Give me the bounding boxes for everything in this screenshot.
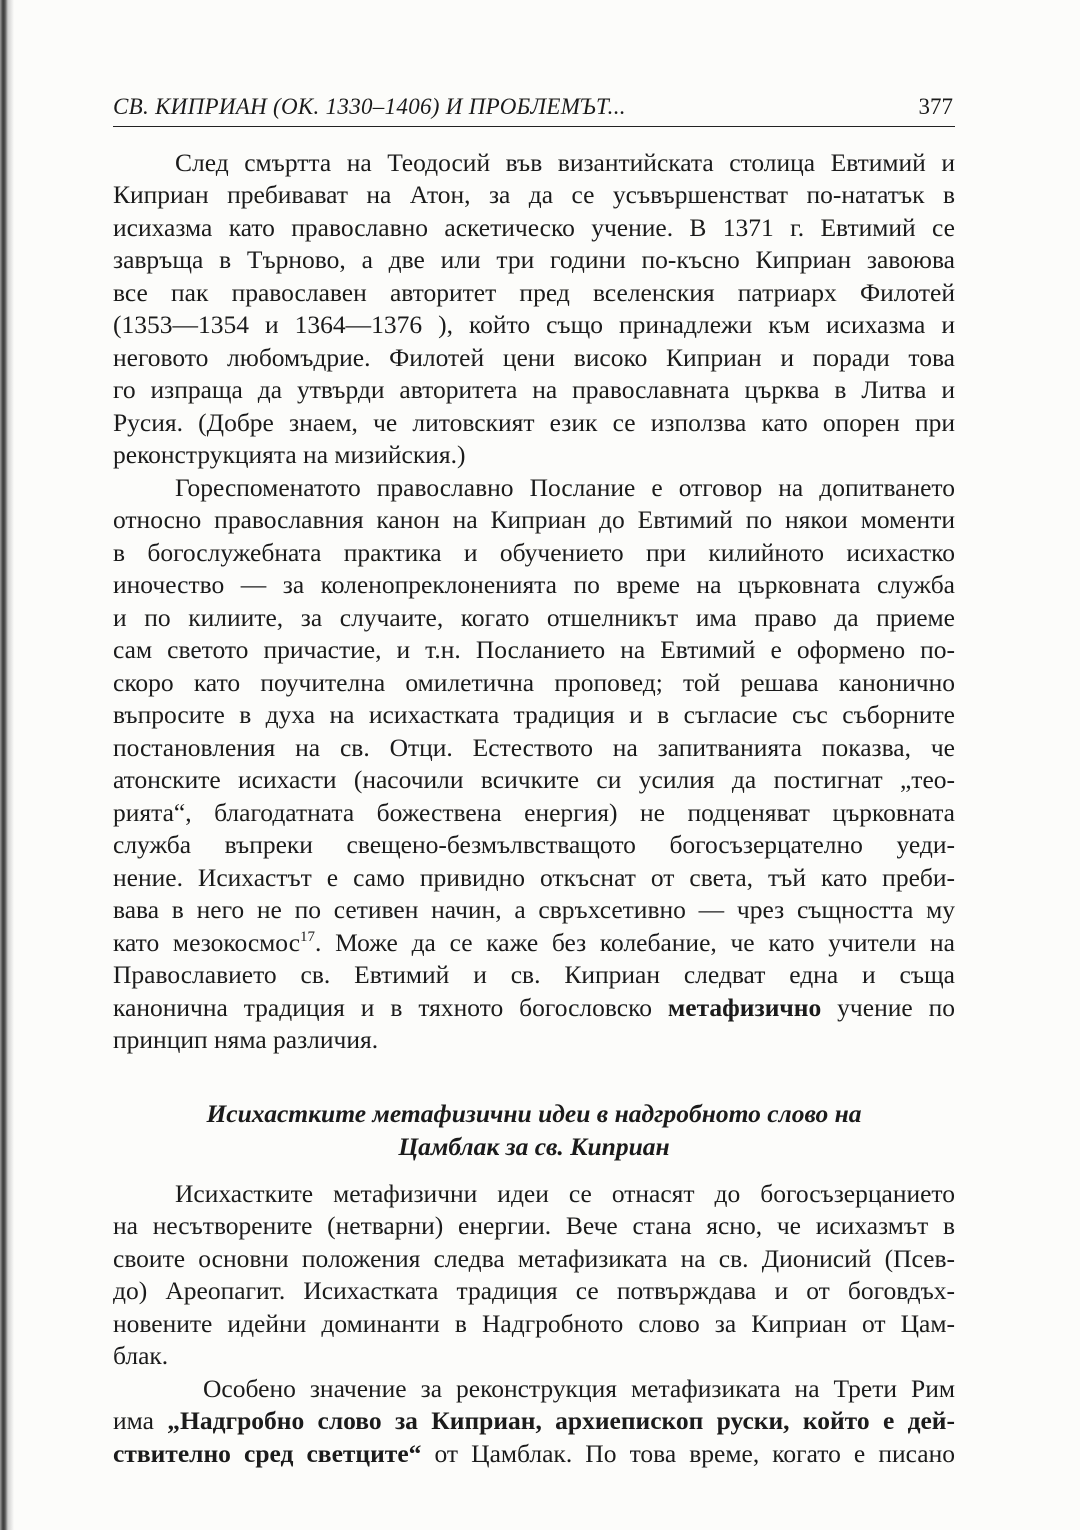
text-line: завръща в Търново, а две или три години по-късно Киприан завоюва <box>113 245 955 274</box>
text-line: принцип няма различия. <box>113 1025 379 1054</box>
text-line: служба въпреки свещено-безмълвстващото богосъзерцателно уеди- <box>113 830 955 859</box>
text-line: до) Ареопагит. Исихастката традиция се потвърждава и от боговдъх- <box>113 1276 955 1305</box>
running-title: СВ. КИПРИАН (ОК. 1330–1406) И ПРОБЛЕМЪТ... <box>113 94 626 119</box>
paragraph <box>113 1373 955 1471</box>
text-line: Киприан пребивават на Атон, за да се усъвършенстват по-нататък в <box>113 180 955 209</box>
text-line: скоро като поучителна омилетична проповед; той решава канонично <box>113 667 955 697</box>
text-line: новените идейни доминанти в Надгробното слово за Киприан от Цам- <box>113 1308 955 1338</box>
text-line: в богослужебната практика и обучението при килийното исихастко <box>113 537 955 567</box>
text-line: След смъртта на Теодосий във византийската столица Евтимий и <box>175 147 955 177</box>
text-line <box>113 1405 955 1438</box>
text-line: Православието св. Евтимий и св. Киприан следват една и съща <box>113 960 955 989</box>
text-line: относно православния канон на Киприан до Евтимий по някои моменти <box>113 505 955 534</box>
text-line <box>113 927 955 960</box>
section-heading-line: Исихастките метафизични идеи в надгробното слово на <box>206 1098 862 1128</box>
text-line: Особено значение за реконструкция метафизиката на Трети Рим <box>203 1373 955 1403</box>
text-segment: канонична традиция и в тяхното богословско <box>113 992 668 1022</box>
text-line: на несътворените (нетварни) енергии. Вече стана ясно, че исихазмът в <box>113 1211 955 1240</box>
text-line: атонските исихасти (насочили всичките си усилия да постигнат „тео- <box>113 765 955 794</box>
text-line: нение. Исихастът е само привидно откъснат от света, тъй като преби- <box>113 862 955 892</box>
text-line: (1353—1354 и 1364—1376 ), който също принадлежи към исихазма и <box>113 310 955 339</box>
text-segment: като мезокосмос <box>113 927 301 957</box>
text-line: въпросите в духа на исихастката традиция и в съгласие със съборните <box>113 700 955 729</box>
text-line: и по килиите, за случаите, когато отшелникът има право да приеме <box>113 602 955 632</box>
text-line: иночество — за коленопреклоненията по време на църковната служба <box>113 570 955 599</box>
paragraph <box>113 1178 955 1373</box>
body-text-upper <box>113 147 955 1057</box>
paragraph <box>113 147 955 472</box>
text-line: блак. <box>113 1341 169 1370</box>
text-line: Русия. (Добре знаем, че литовският език се използва като опорен при <box>113 407 955 437</box>
paragraph <box>113 472 955 1057</box>
text-line: вава в него не по сетивен начин, а свръхсетивно — чрез същността му <box>113 895 955 924</box>
text-segment: учение по <box>821 992 955 1022</box>
text-line: сам светото причастие, и т.н. Посланието на Евтимий е оформено по- <box>113 635 955 664</box>
page-number: 377 <box>918 94 953 119</box>
text-line: своите основни положения следва метафизиката на св. Дионисий (Псев- <box>113 1243 955 1273</box>
text-line: неговото любомъдрие. Филотей цени високо Киприан и поради това <box>113 342 955 372</box>
bold-title: ствително сред светците“ <box>113 1438 422 1468</box>
text-line: рията“, благодатната божествена енергия) не подценяват църковната <box>113 797 955 827</box>
text-line: все пак православен авторитет пред вселенския патриарх Филотей <box>113 277 955 307</box>
text-line <box>113 992 955 1025</box>
text-line: Исихастките метафизични идеи се отнасят до богосъзерцанието <box>175 1178 955 1208</box>
text-line: Гореспоменатото православно Послание е отговор на допитването <box>175 472 955 502</box>
bold-term: метафизично <box>667 992 822 1022</box>
text-line <box>113 1438 955 1471</box>
text-segment: има <box>113 1406 168 1435</box>
text-line: го изпраща да утвърди авторитета на православната църква в Литва и <box>113 375 955 404</box>
page-edge-shadow <box>0 0 14 1530</box>
text-line: исихазма като православно аскетическо учение. В 1371 г. Евтимий се <box>113 212 955 242</box>
bold-title: „Надгробно слово за Киприан, архиепископ руски, който е дей- <box>167 1406 955 1435</box>
running-head <box>113 88 955 127</box>
text-line: реконструкцията на мизийския.) <box>113 440 466 469</box>
footnote-reference: 17 <box>300 928 316 945</box>
body-text-lower <box>113 1178 955 1471</box>
text-segment: . Може да се каже без колебание, че като учители на <box>315 927 956 957</box>
section-heading-line: Цамблак за св. Киприан <box>398 1131 670 1161</box>
text-segment: от Цамблак. По това време, когато е писано <box>421 1438 955 1468</box>
section-heading <box>113 1097 955 1163</box>
text-line: постановления на св. Отци. Естеството на запитванията показва, че <box>113 732 955 762</box>
